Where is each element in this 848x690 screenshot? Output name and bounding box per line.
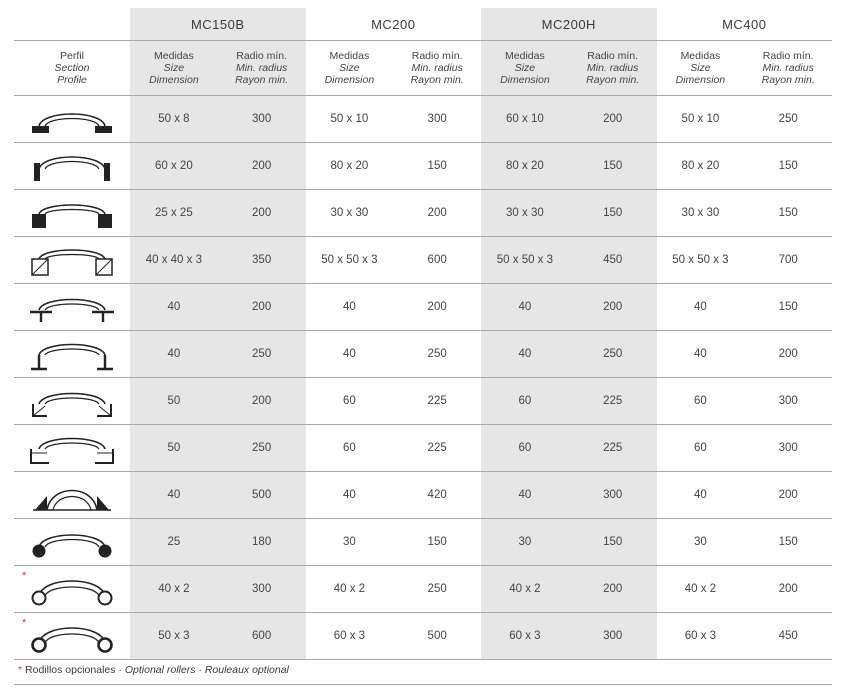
size-cell: 50 x 50 x 3	[657, 237, 745, 284]
table-row	[14, 331, 832, 378]
size-column-header	[481, 41, 569, 96]
table-row	[14, 237, 832, 284]
size-header-fr: Dimension	[324, 74, 375, 86]
radius-header-fr: Rayon min.	[410, 74, 464, 86]
size-cell: 40 x 2	[481, 566, 569, 613]
radius-column-header	[569, 41, 657, 96]
size-cell: 40	[657, 331, 745, 378]
radius-cell: 150	[393, 143, 481, 190]
radius-cell: 300	[393, 96, 481, 143]
size-cell: 50 x 10	[657, 96, 745, 143]
tee-outside-profile-icon	[14, 288, 130, 326]
radius-cell: 300	[744, 425, 832, 472]
size-cell: 60 x 3	[306, 613, 394, 660]
corner-cell	[14, 8, 130, 41]
radius-cell: 150	[744, 284, 832, 331]
round-tube-profile-icon	[14, 570, 130, 608]
profile-cell	[14, 519, 130, 566]
profile-cell	[14, 613, 130, 660]
size-cell: 40	[306, 284, 394, 331]
radius-cell: 200	[218, 284, 306, 331]
size-cell: 30	[481, 519, 569, 566]
radius-cell: 250	[393, 566, 481, 613]
bottom-divider	[14, 684, 832, 685]
radius-cell: 300	[218, 96, 306, 143]
radius-cell: 300	[569, 613, 657, 660]
size-header-en: Size	[514, 62, 536, 74]
angle-outside-profile-icon	[14, 382, 130, 420]
size-cell: 40	[130, 331, 218, 378]
radius-cell: 350	[218, 237, 306, 284]
radius-cell: 225	[569, 378, 657, 425]
radius-header-es: Radio mín.	[236, 50, 288, 62]
radius-cell: 700	[744, 237, 832, 284]
radius-header-es: Radio mín.	[762, 50, 814, 62]
radius-cell: 200	[218, 190, 306, 237]
radius-cell: 150	[569, 143, 657, 190]
profile-header-en: Section	[54, 62, 90, 74]
size-cell: 60	[306, 425, 394, 472]
size-cell: 40 x 2	[306, 566, 394, 613]
table-row	[14, 566, 832, 613]
size-cell: 60 x 10	[481, 96, 569, 143]
radius-cell: 150	[393, 519, 481, 566]
profile-cell	[14, 378, 130, 425]
size-cell: 40	[130, 472, 218, 519]
size-cell: 50 x 50 x 3	[481, 237, 569, 284]
radius-cell: 200	[218, 143, 306, 190]
radius-cell: 200	[569, 284, 657, 331]
optional-marker: *	[22, 570, 27, 582]
size-cell: 50 x 3	[130, 613, 218, 660]
size-cell: 40	[481, 472, 569, 519]
radius-column-header	[393, 41, 481, 96]
size-cell: 40	[481, 331, 569, 378]
radius-cell: 250	[744, 96, 832, 143]
size-cell: 30 x 30	[657, 190, 745, 237]
profile-cell	[14, 190, 130, 237]
optional-marker: *	[22, 617, 27, 629]
size-header-fr: Dimension	[500, 74, 550, 86]
size-cell: 25	[130, 519, 218, 566]
profile-cell	[14, 96, 130, 143]
size-cell: 30	[657, 519, 745, 566]
size-header-es: Medidas	[680, 50, 721, 62]
radius-header-en: Min. radius	[586, 62, 639, 74]
radius-cell: 200	[744, 331, 832, 378]
radius-cell: 500	[218, 472, 306, 519]
radius-cell: 225	[393, 425, 481, 472]
size-header-es: Medidas	[154, 50, 194, 62]
size-cell: 40 x 2	[130, 566, 218, 613]
radius-header-en: Min. radius	[411, 62, 463, 74]
angle-flange-profile-icon	[14, 476, 130, 514]
profile-header-es: Perfil	[60, 50, 84, 62]
size-cell: 40 x 2	[657, 566, 745, 613]
radius-header-fr: Rayon min.	[586, 74, 640, 86]
size-cell: 80 x 20	[657, 143, 745, 190]
flat-bar-profile-icon	[14, 100, 130, 138]
radius-cell: 200	[218, 378, 306, 425]
size-cell: 60	[481, 378, 569, 425]
size-cell: 50	[130, 425, 218, 472]
size-cell: 60	[657, 378, 745, 425]
profile-column-header	[14, 41, 130, 96]
size-cell: 40	[306, 331, 394, 378]
size-cell: 30 x 30	[306, 190, 394, 237]
radius-cell: 250	[218, 425, 306, 472]
radius-column-header	[744, 41, 832, 96]
table-body	[14, 96, 832, 660]
size-header-en: Size	[163, 62, 185, 74]
footnote-sep: ·	[115, 664, 125, 676]
size-cell: 50 x 8	[130, 96, 218, 143]
size-cell: 80 x 20	[481, 143, 569, 190]
profile-cell	[14, 566, 130, 613]
size-cell: 60	[306, 378, 394, 425]
size-column-header	[657, 41, 745, 96]
radius-header-es: Radio mín.	[587, 50, 639, 62]
radius-cell: 150	[744, 190, 832, 237]
radius-cell: 225	[569, 425, 657, 472]
size-cell: 40	[306, 472, 394, 519]
profile-cell	[14, 425, 130, 472]
radius-header-fr: Rayon min.	[235, 74, 289, 86]
radius-header-es: Radio mín.	[411, 50, 463, 62]
profile-cell	[14, 472, 130, 519]
size-cell: 80 x 20	[306, 143, 394, 190]
size-cell: 25 x 25	[130, 190, 218, 237]
profile-cell	[14, 331, 130, 378]
size-cell: 30	[306, 519, 394, 566]
radius-cell: 180	[218, 519, 306, 566]
radius-cell: 150	[744, 143, 832, 190]
radius-cell: 225	[393, 378, 481, 425]
sub-header-row	[14, 41, 832, 96]
radius-cell: 200	[744, 472, 832, 519]
radius-header-fr: Rayon min.	[761, 74, 815, 86]
square-tube-profile-icon	[14, 241, 130, 279]
radius-column-header	[218, 41, 306, 96]
footnote-fr: Rouleaux optional	[204, 664, 289, 676]
size-header-en: Size	[690, 62, 711, 74]
model-header-mc200h: MC200H	[481, 8, 657, 41]
square-bar-profile-icon	[14, 194, 130, 232]
round-bar-profile-icon	[14, 523, 130, 561]
size-header-fr: Dimension	[675, 74, 726, 86]
table-row	[14, 613, 832, 660]
size-cell: 60 x 3	[481, 613, 569, 660]
radius-cell: 300	[744, 378, 832, 425]
size-cell: 60 x 3	[657, 613, 745, 660]
radius-cell: 200	[569, 566, 657, 613]
radius-cell: 300	[218, 566, 306, 613]
model-header-mc200: MC200	[306, 8, 482, 41]
round-tube-thick-profile-icon	[14, 617, 130, 655]
radius-cell: 200	[569, 96, 657, 143]
size-cell: 40	[481, 284, 569, 331]
size-header-es: Medidas	[329, 50, 370, 62]
radius-header-en: Min. radius	[235, 62, 288, 74]
model-header-row	[14, 8, 832, 41]
radius-cell: 250	[393, 331, 481, 378]
radius-cell: 500	[393, 613, 481, 660]
profile-cell	[14, 143, 130, 190]
size-column-header	[306, 41, 394, 96]
radius-cell: 420	[393, 472, 481, 519]
radius-header-en: Min. radius	[762, 62, 814, 74]
size-cell: 30 x 30	[481, 190, 569, 237]
table-row	[14, 519, 832, 566]
size-cell: 40	[657, 472, 745, 519]
radius-cell: 150	[569, 519, 657, 566]
table-row	[14, 190, 832, 237]
radius-cell: 200	[393, 190, 481, 237]
size-cell: 40	[657, 284, 745, 331]
table-row	[14, 425, 832, 472]
radius-cell: 450	[569, 237, 657, 284]
size-cell: 40	[130, 284, 218, 331]
size-header-es: Medidas	[505, 50, 545, 62]
size-cell: 50 x 10	[306, 96, 394, 143]
size-cell: 50 x 50 x 3	[306, 237, 394, 284]
footnote-es: Rodillos opcionales	[25, 664, 116, 676]
footnote	[18, 664, 289, 676]
radius-cell: 150	[744, 519, 832, 566]
footnote-sep: ·	[195, 664, 205, 676]
model-header-mc150b: MC150B	[130, 8, 306, 41]
table-row	[14, 96, 832, 143]
radius-cell: 300	[569, 472, 657, 519]
size-cell: 60	[657, 425, 745, 472]
size-cell: 40 x 40 x 3	[130, 237, 218, 284]
radius-cell: 600	[218, 613, 306, 660]
radius-cell: 250	[569, 331, 657, 378]
bending-capacity-table	[14, 8, 832, 660]
radius-cell: 200	[393, 284, 481, 331]
table-row	[14, 143, 832, 190]
size-column-header	[130, 41, 218, 96]
flat-bar-on-edge-profile-icon	[14, 147, 130, 185]
size-cell: 60	[481, 425, 569, 472]
profile-header-fr: Profile	[57, 74, 87, 86]
footnote-marker: *	[18, 664, 23, 676]
radius-cell: 200	[744, 566, 832, 613]
size-header-en: Size	[339, 62, 360, 74]
table-row	[14, 378, 832, 425]
radius-cell: 450	[744, 613, 832, 660]
tee-inside-profile-icon	[14, 335, 130, 373]
radius-cell: 600	[393, 237, 481, 284]
table-row	[14, 284, 832, 331]
table-row	[14, 472, 832, 519]
size-cell: 50	[130, 378, 218, 425]
profile-cell	[14, 284, 130, 331]
size-cell: 60 x 20	[130, 143, 218, 190]
profile-cell	[14, 237, 130, 284]
radius-cell: 150	[569, 190, 657, 237]
angle-inside-profile-icon	[14, 429, 130, 467]
model-header-mc400: MC400	[657, 8, 833, 41]
size-header-fr: Dimension	[149, 74, 199, 86]
footnote-en: Optional rollers	[124, 664, 196, 676]
radius-cell: 250	[218, 331, 306, 378]
